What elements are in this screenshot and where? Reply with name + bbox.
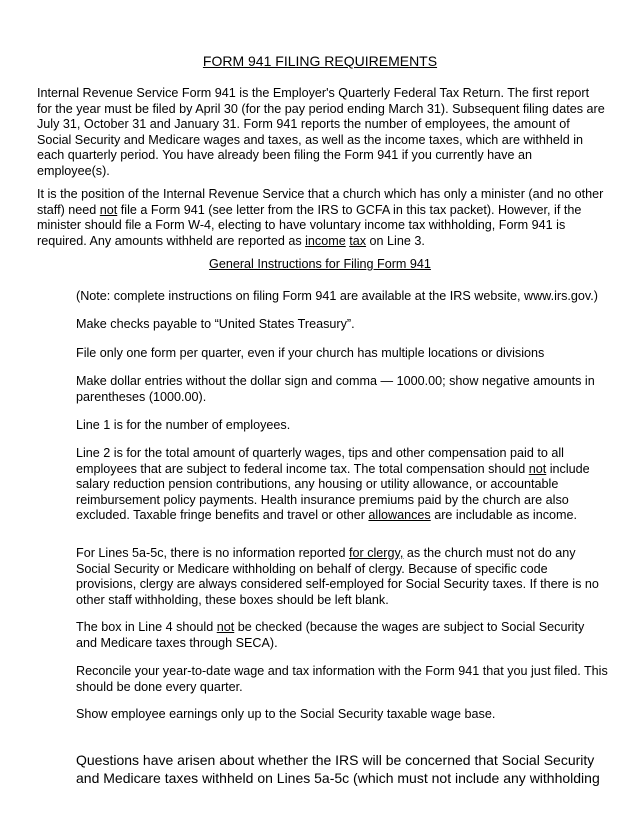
line4-text-1: The box in Line 4 should [76, 620, 217, 634]
dollar-entries-paragraph: Make dollar entries without the dollar sign and comma — 1000.00; show negative amounts in parentheses (1000.00). [76, 374, 595, 404]
line2-not-underlined: not [528, 461, 547, 476]
line2-text-2: include salary reduction pension contributions, any housing or utility allowance, or accountable reimbursement policy payments. Health insurance premiums paid by the church are also excluded. Taxable fringe benefits and travel or other [76, 461, 590, 523]
intro-paragraph: Internal Revenue Service Form 941 is the Employer's Quarterly Federal Tax Return. The first report for the year must be filed by April 30 (for the pay period ending March 31). Subsequent filing dates are July 31, October 31 and January 31. Form 941 reports the number of employees, the amount of Social Security and Medicare wages and taxes, as well as the income taxes, which are withheld in each quarterly period. You have already been filing the Form 941 if you currently have an employee(s). [37, 86, 605, 178]
lines5-text-2: as the church must not do any Social Security or Medicare withholding on behalf of clergy. Because of specific code provisions, clergy are always considered self-employed for Social Security taxes. If there is no other staff withholding, these boxes should be left blank. [76, 546, 599, 607]
line2-text-1: Line 2 is for the total amount of quarterly wages, tips and other compensation paid to all employees that are subject to federal income tax. The total compensation should [76, 446, 564, 476]
line4-not-underlined: not [216, 620, 235, 634]
line2-paragraph [76, 446, 608, 524]
questions-paragraph: Questions have arisen about whether the IRS will be concerned that Social Security and Medicare taxes withheld on Lines 5a-5c (which must not include any withholding [76, 752, 600, 786]
position-not-underlined: not [99, 202, 118, 217]
checks-paragraph: Make checks payable to “United States Treasury”. [76, 317, 355, 331]
position-tax-underlined: tax [349, 233, 367, 248]
section-subheading: General Instructions for Filing Form 941 [209, 257, 431, 271]
reconcile-paragraph: Reconcile your year-to-date wage and tax information with the Form 941 that you just filed. This should be done every quarter. [76, 664, 608, 694]
position-income-underlined: income [305, 233, 346, 248]
line1-paragraph: Line 1 is for the number of employees. [76, 418, 291, 432]
page-title: FORM 941 FILING REQUIREMENTS [202, 53, 438, 69]
one-form-paragraph: File only one form per quarter, even if your church has multiple locations or divisions [76, 346, 545, 360]
lines5-paragraph [76, 546, 608, 608]
position-text-1: It is the position of the Internal Revenue Service that a church which has only a minister (and no other staff) need [37, 187, 604, 217]
earnings-paragraph: Show employee earnings only up to the Social Security taxable wage base. [76, 707, 496, 721]
line2-text-3: are includable as income. [430, 508, 578, 523]
line4-paragraph [76, 620, 608, 651]
position-text-2: file a Form 941 (see letter from the IRS to GCFA in this tax packet). However, if the minister should file a Form W-4, electing to have voluntary income tax withholding, Form 941 is required. Any amounts withheld are reported as [37, 202, 582, 248]
position-text-3: on Line 3. [366, 233, 425, 248]
line2-allowances-underlined: allowances [368, 508, 431, 523]
note-paragraph: (Note: complete instructions on filing Form 941 are available at the IRS website, www.irs.gov.) [76, 289, 598, 303]
lines5-text-1: For Lines 5a-5c, there is no information reported [76, 546, 350, 560]
line4-text-2: be checked (because the wages are subject to Social Security and Medicare taxes through SECA). [76, 620, 585, 650]
lines5-for-clergy-underlined: for clergy, [349, 546, 404, 560]
position-paragraph [37, 187, 607, 249]
